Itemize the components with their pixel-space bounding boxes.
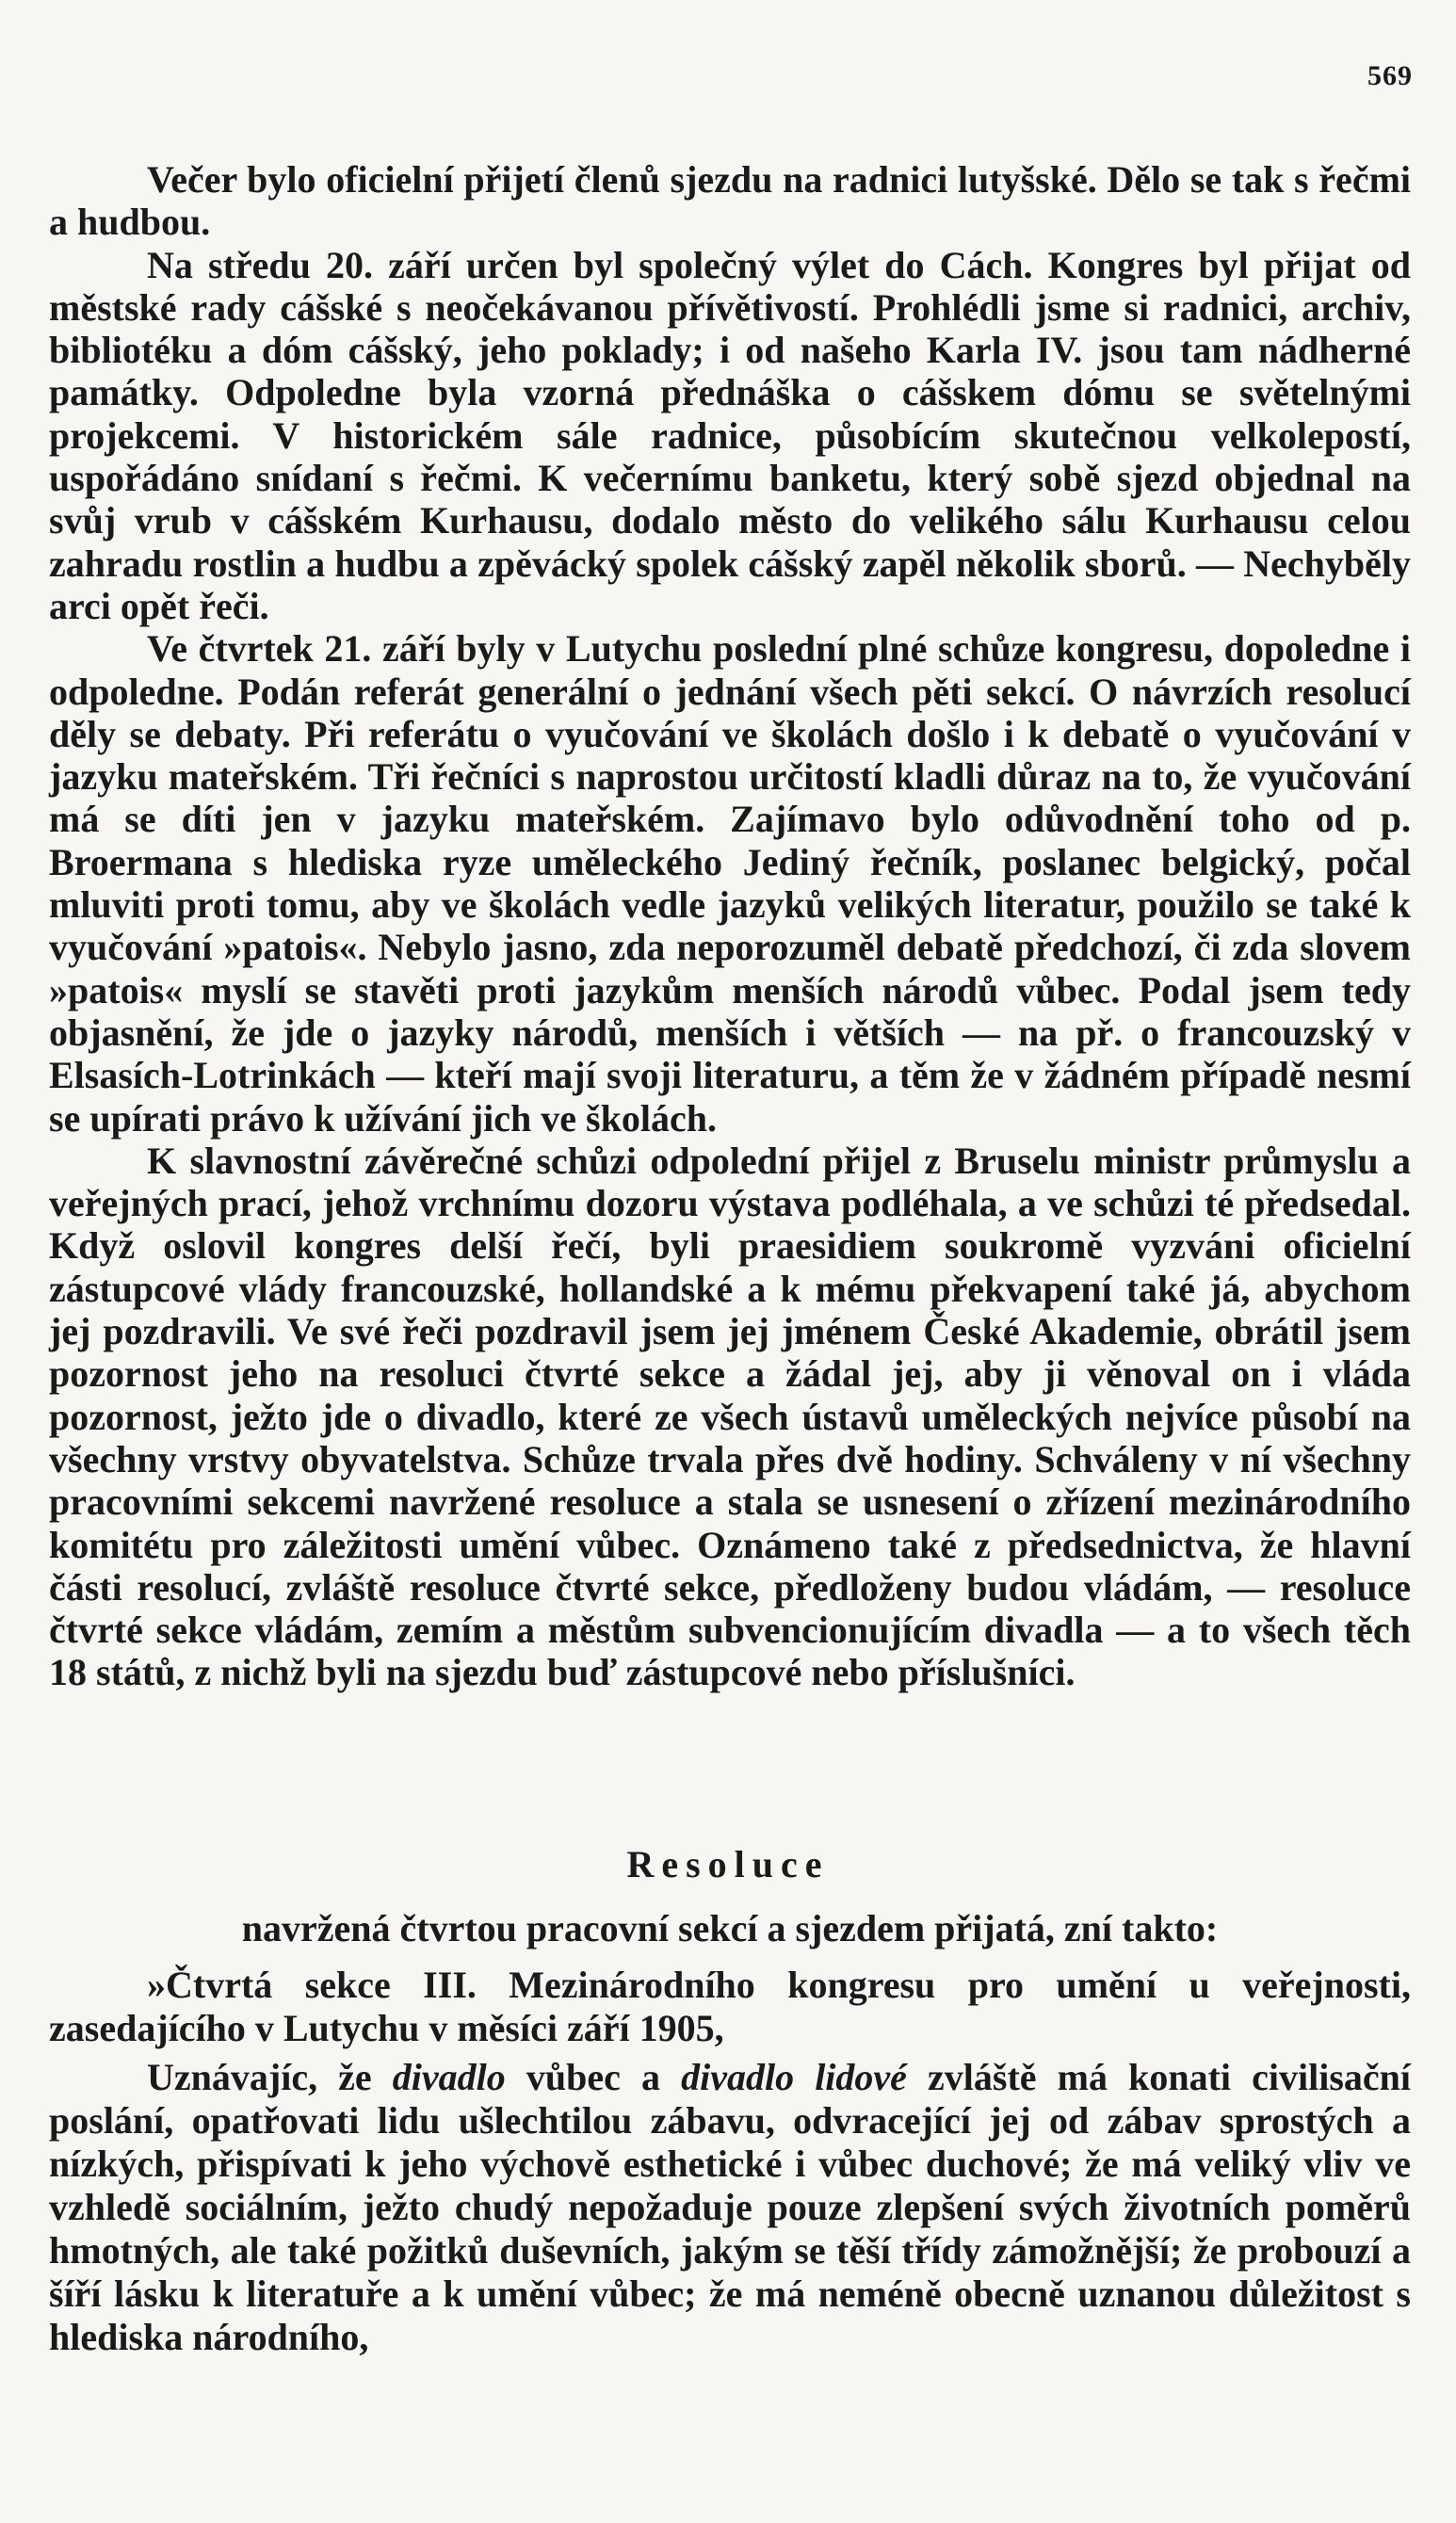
page-number: 569 bbox=[1367, 60, 1413, 91]
resolution-body-rest: zvláště má konati civilisační poslání, opatřovati lidu ušlechtilou zábavu, odvracející jej od zábav sprostých a nízkých, přispívati k jeho výchově esthetické i vůbec duchové; že má veliký vliv ve vzhledě sociálním, ježto chudý nepožaduje pouze zlepšení svých životních poměrů hmotných, ale také požitků duševních, jakým se těší třídy zámožnější; že probouzí a šíří lásku k literatuře a k umění vůbec; že má neméně obecně uznanou důležitost s hlediska národního, bbox=[49, 2056, 1412, 2358]
term-divadlo: divadlo bbox=[392, 2056, 506, 2098]
resolution-body bbox=[49, 2056, 1411, 2359]
resolution-body-lead: Uznávajíc, že bbox=[147, 2056, 393, 2098]
body-text bbox=[49, 158, 1411, 1694]
resolution-text bbox=[49, 1907, 1411, 2365]
paragraph-reception: Večer bylo oficielní přijetí členů sjezdu na radnici lutyšské. Dělo se tak s řečmi a hudbou. bbox=[49, 158, 1411, 244]
resolution-opening: »Čtvrtá sekce III. Mezinárodního kongresu pro umění u veřejnosti, zasedajícího v Lutychu v měsíci září 1905, bbox=[49, 1964, 1411, 2049]
resolution-body-mid: vůbec a bbox=[505, 2056, 682, 2098]
term-divadlo-lidove: divadlo lidové bbox=[681, 2056, 907, 2098]
paragraph-aachen-trip: Na středu 20. září určen byl společný výlet do Cách. Kongres byl přijat od městské rady cášské s neočekávanou přívětivostí. Prohlédli jsme si radnici, archiv, bibliotéku a dóm cášský, jeho poklady; i od našeho Karla IV. jsou tam nádherné památky. Odpoledne byla vzorná přednáška o cášskem dómu se světelnými projekcemi. V historickém sále radnice, působícím skutečnou velkolepostí, uspořádáno snídaní s řečmi. K večernímu banketu, který sobě sjezd objednal na svůj vrub v cášském Kurhausu, dodalo město do velikého sálu Kurhausu celou zahradu rostlin a hudbu a zpěvácký spolek cášský zapěl několik sborů. — Nechyběly arci opět řeči. bbox=[49, 243, 1411, 627]
paragraph-closing-session: K slavnostní závěrečné schůzi odpolední přijel z Bruselu ministr průmyslu a veřejných prací, jehož vrchnímu dozoru výstava podléhala, a ve schůzi té předsedal. Když oslovil kongres delší řečí, byli praesidiem soukromě vyzváni oficielní zástupcové vlády francouzské, hollandské a k mému překvapení také já, abychom jej pozdravili. Ve své řeči pozdravil jsem jej jménem České Akademie, obrátil jsem pozornost jeho na resoluci čtvrté sekce a žádal jej, aby ji věnoval on i vláda pozornost, ježto jde o divadlo, které ze všech ústavů uměleckých nejvíce působí na všechny vrstvy obyvatelstva. Schůze trvala přes dvě hodiny. Schváleny v ní všechny pracovními sekcemi navržené resoluce a stala se usnesení o zřízení mezinárodního komitétu pro záležitosti umění vůbec. Oznámeno také z předsednictva, že hlavní části resolucí, zvláště resoluce čtvrté sekce, předloženy budou vládám, — resoluce čtvrté sekce vládám, zemím a městům subvencionujícím divadla — a to všech těch 18 států, z nichž byli na sjezdu buď zástupcové nebo příslušníci. bbox=[49, 1139, 1411, 1694]
paragraph-thursday-sessions: Ve čtvrtek 21. září byly v Lutychu poslední plné schůze kongresu, dopoledne i odpoledne. Podán referát generální o jednání všech pěti sekcí. O návrzích resolucí děly se debaty. Při referátu o vyučování ve školách došlo i k debatě o vyučování v jazyku mateřském. Tři řečníci s naprostou určitostí kladli důraz na to, že vyučování má se díti jen v jazyku mateřském. Zajímavo bylo odůvodnění toho od p. Broermana s hlediska ryze uměleckého Jediný řečník, poslanec belgický, počal mluviti proti tomu, aby ve školách vedle jazyků velikých literatur, použilo se také k vyučování »patois«. Nebylo jasno, zda neporozuměl debatě předchozí, či zda slovem »patois« myslí se stavěti proti jazykům menších národů vůbec. Podal jsem tedy objasnění, že jde o jazyky národů, menších i větších — na př. o francouzský v Elsasích-Lotrinkách — kteří mají svoji literaturu, a těm že v žádném případě nesmí se upírati právo k užívání jich ve školách. bbox=[49, 627, 1411, 1140]
section-heading-resolution: Resoluce bbox=[626, 1843, 830, 1885]
resolution-intro: navržená čtvrtou pracovní sekcí a sjezdem přijatá, zní takto: bbox=[241, 1907, 1219, 1949]
